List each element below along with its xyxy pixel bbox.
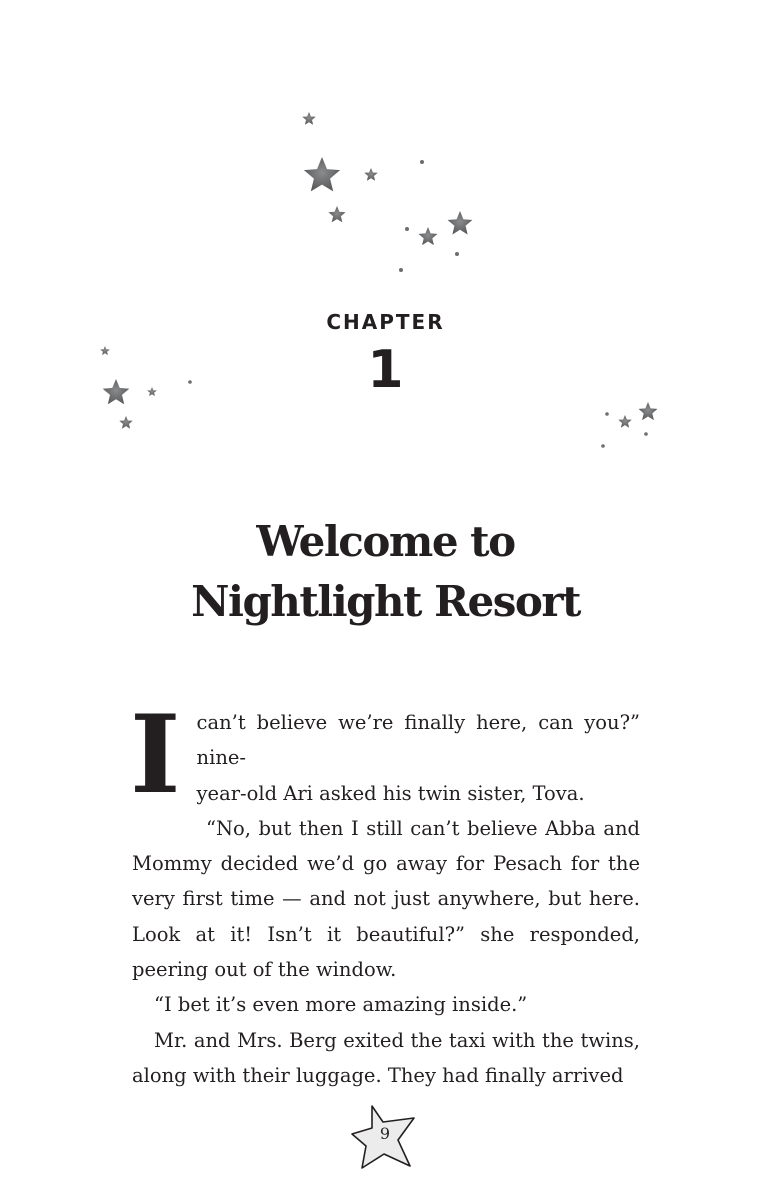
page-number: 9 bbox=[379, 1124, 391, 1143]
opening-paragraph bbox=[130, 692, 640, 818]
chapter-title bbox=[0, 512, 771, 632]
story-text bbox=[130, 692, 640, 1093]
opening-line-1: can’t believe we’re finally here, can you?” nine- bbox=[196, 711, 640, 770]
star-icon bbox=[304, 157, 340, 191]
star-dot-icon bbox=[644, 432, 648, 436]
page-number-badge bbox=[350, 1100, 420, 1172]
paragraph-4: Mr. and Mrs. Berg exited the taxi with the twins, along with their luggage. They had finally arrived bbox=[132, 1028, 640, 1087]
opening-line-2: year-old Ari asked his twin sister, Tova. bbox=[196, 781, 585, 805]
star-icon bbox=[639, 402, 658, 420]
star-icon bbox=[448, 211, 473, 235]
chapter-label: CHAPTER bbox=[326, 310, 445, 334]
star-icon bbox=[419, 227, 438, 245]
star-icon bbox=[302, 112, 315, 125]
star-icon bbox=[618, 415, 631, 428]
drop-cap: I bbox=[130, 692, 181, 818]
star-icon bbox=[119, 416, 132, 429]
paragraph-3: “I bet it’s even more amazing inside.” bbox=[154, 993, 528, 1017]
star-dot-icon bbox=[420, 160, 424, 164]
star-dot-icon bbox=[399, 268, 403, 272]
star-dot-icon bbox=[601, 444, 605, 448]
paragraph-2: “No, but then I still can’t believe Abba and Mommy decided we’d go away for Pesach for the very first time — and not just anywhere, but here. Look at it! Isn’t it beautiful?” she responded, peering out of the window. bbox=[132, 816, 640, 982]
star-icon bbox=[328, 206, 345, 222]
star-dot-icon bbox=[605, 412, 609, 416]
chapter-number: 1 bbox=[367, 340, 404, 400]
star-icon bbox=[364, 168, 377, 181]
chapter-title-line-1: Welcome to bbox=[256, 517, 515, 566]
star-dot-icon bbox=[405, 227, 409, 231]
star-dot-icon bbox=[455, 252, 459, 256]
chapter-title-line-2: Nightlight Resort bbox=[191, 577, 580, 626]
